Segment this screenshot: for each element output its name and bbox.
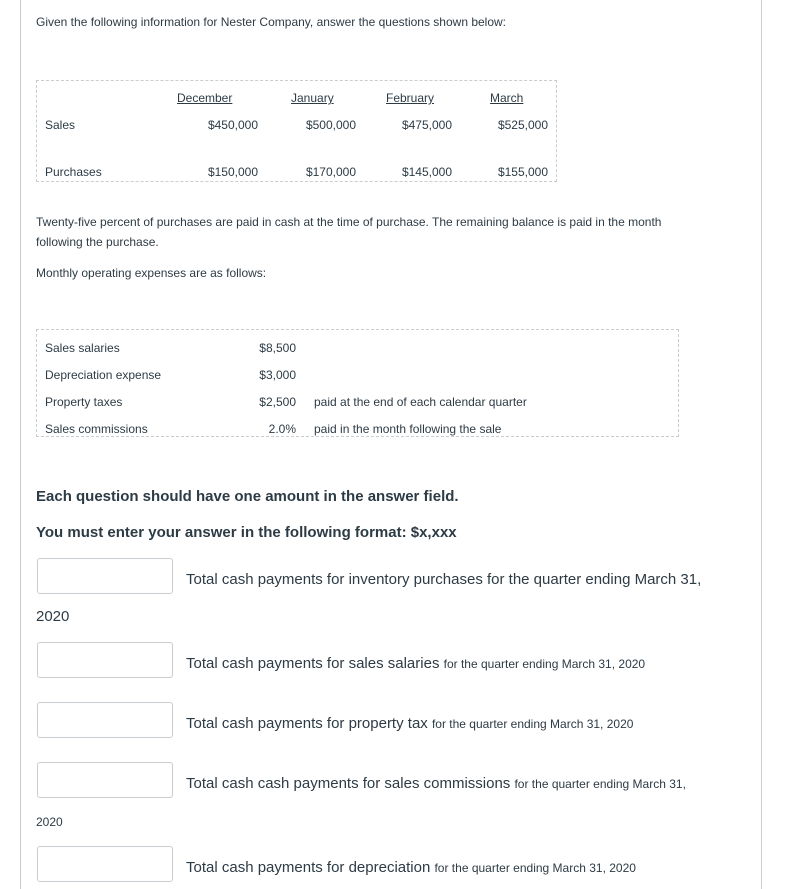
header-december: December xyxy=(177,91,233,105)
answer-depreciation-input[interactable] xyxy=(37,846,173,882)
operating-expenses-intro: Monthly operating expenses are as follows: xyxy=(36,266,267,280)
answer-inventory-purchases-input[interactable] xyxy=(37,558,173,594)
expense-label-sales-commissions: Sales commissions xyxy=(45,422,148,436)
question-inventory-purchases: Total cash payments for inventory purchases for the quarter ending March 31, xyxy=(186,571,702,588)
header-march: March xyxy=(490,91,524,105)
expense-amount-sales-salaries: $8,500 xyxy=(259,341,296,355)
question-depreciation: Total cash payments for depreciation for the quarter ending March 31, 2020 xyxy=(186,859,636,876)
question-sales-salaries: Total cash payments for sales salaries for the quarter ending March 31, 2020 xyxy=(186,655,646,672)
expense-amount-sales-commissions: 2.0% xyxy=(268,422,296,436)
answer-sales-commissions-input[interactable] xyxy=(37,762,173,798)
purchases-january: $170,000 xyxy=(305,165,356,179)
purchase-terms-line2: following the purchase. xyxy=(36,235,159,249)
expense-label-property-taxes: Property taxes xyxy=(45,395,123,409)
purchases-february: $145,000 xyxy=(401,165,452,179)
expense-note-sales-commissions: paid in the month following the sale xyxy=(314,422,502,436)
purchases-december: $150,000 xyxy=(207,165,258,179)
expense-amount-property-taxes: $2,500 xyxy=(259,395,296,409)
header-january: January xyxy=(291,91,334,105)
question-sales-commissions-wrap: 2020 xyxy=(36,815,63,829)
question-inventory-purchases-wrap: 2020 xyxy=(36,608,70,625)
operating-expenses-table xyxy=(36,329,679,437)
expense-label-sales-salaries: Sales salaries xyxy=(45,341,120,355)
instruction-format: You must enter your answer in the following format: $x,xxx xyxy=(36,524,457,541)
question-sales-commissions: Total cash cash payments for sales commissions for the quarter ending March 31, xyxy=(186,775,686,792)
row-label-sales: Sales xyxy=(45,118,76,132)
intro-text: Given the following information for Nester Company, answer the questions shown below: xyxy=(36,15,507,29)
answer-property-tax-input[interactable] xyxy=(37,702,173,738)
expense-note-property-taxes: paid at the end of each calendar quarter xyxy=(314,395,527,409)
sales-january: $500,000 xyxy=(305,118,356,132)
purchases-march: $155,000 xyxy=(497,165,548,179)
instruction-one-amount: Each question should have one amount in the answer field. xyxy=(36,488,459,505)
sales-february: $475,000 xyxy=(401,118,452,132)
row-label-purchases: Purchases xyxy=(45,165,102,179)
purchase-terms-line1: Twenty-five percent of purchases are paid in cash at the time of purchase. The remaining balance is paid in the month xyxy=(36,215,662,229)
sales-march: $525,000 xyxy=(497,118,548,132)
question-property-tax: Total cash payments for property tax for the quarter ending March 31, 2020 xyxy=(186,715,634,732)
expense-amount-depreciation: $3,000 xyxy=(259,368,296,382)
answer-sales-salaries-input[interactable] xyxy=(37,642,173,678)
header-february: February xyxy=(386,91,435,105)
sales-december: $450,000 xyxy=(207,118,258,132)
expense-label-depreciation: Depreciation expense xyxy=(45,368,162,382)
